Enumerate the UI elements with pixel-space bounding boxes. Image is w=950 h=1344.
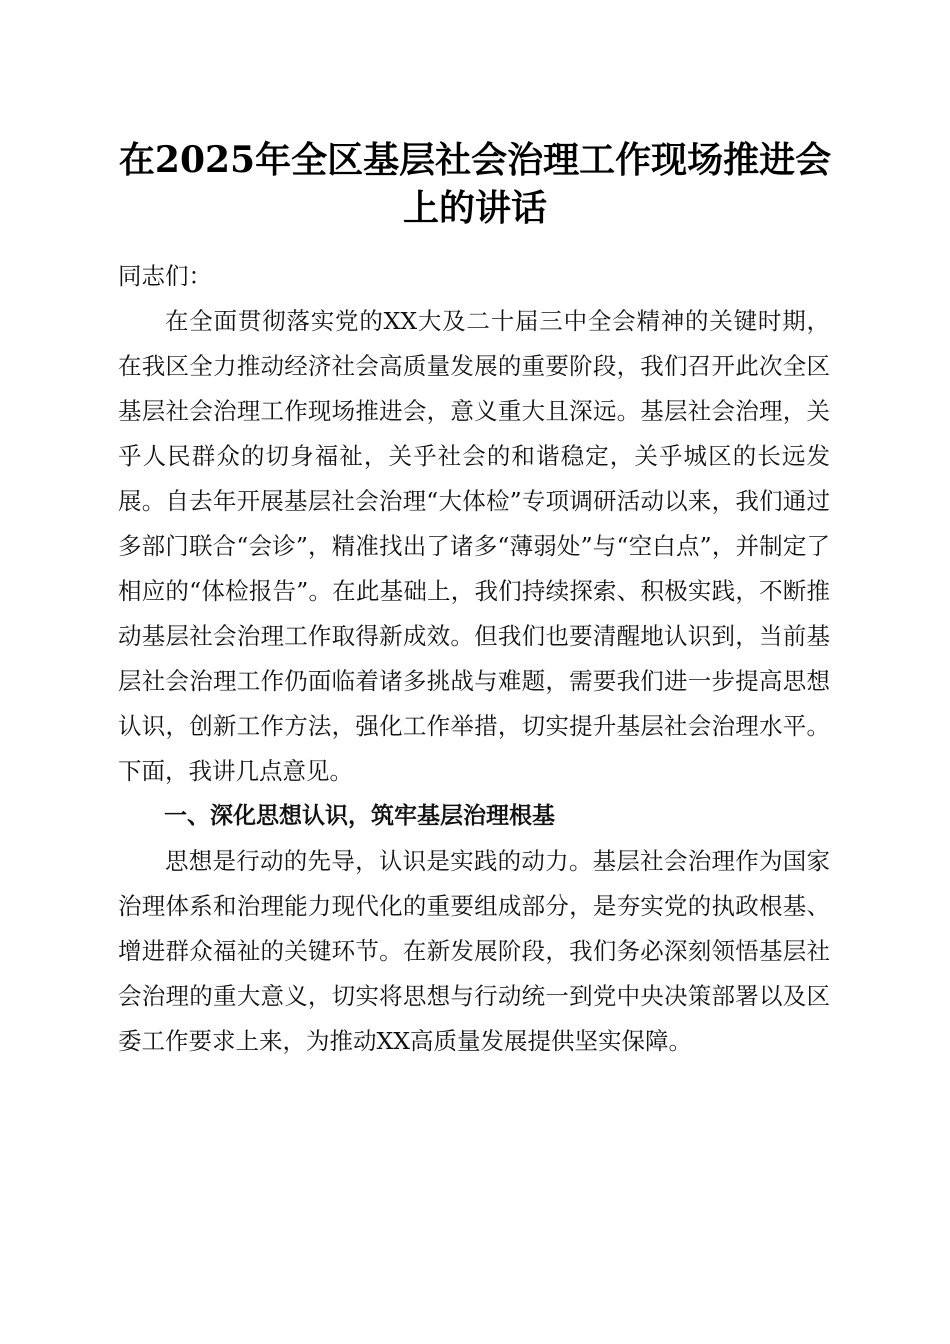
document-body — [118, 254, 830, 1064]
paragraph-intro: 在全面贯彻落实党的XX大及二十届三中全会精神的关键时期，在我区全力推动经济社会高质量发展的重要阶段，我们召开此次全区基层社会治理工作现场推进会，意义重大且深远。基层社会治理，关乎人民群众的切身福祉，关乎社会的和谐稳定，关乎城区的长远发展。自去年开展基层社会治理“大体检”专项调研活动以来，我们通过多部门联合“会诊”，精准找出了诸多“薄弱处”与“空白点”，并制定了相应的“体检报告”。在此基础上，我们持续探索、积极实践，不断推动基层社会治理工作取得新成效。但我们也要清醒地认识到，当前基层社会治理工作仍面临着诸多挑战与难题，需要我们进一步提高思想认识，创新工作方法，强化工作举措，切实提升基层社会治理水平。下面，我讲几点意见。 — [118, 307, 830, 785]
salutation: 同志们： — [118, 262, 212, 290]
document-title — [100, 136, 850, 232]
title-line-1: 在2025年全区基层社会治理工作现场推进会 — [118, 139, 832, 181]
paragraph-section-1: 思想是行动的先导，认识是实践的动力。基层社会治理作为国家治理体系和治理能力现代化的重要组成部分，是夯实党的执政根基、增进群众福祉的关键环节。在新发展阶段，我们务必深刻领悟基层社会治理的重大意义，切实将思想与行动统一到党中央决策部署以及区委工作要求上来，为推动XX高质量发展提供坚实保障。 — [118, 847, 830, 1055]
title-line-2: 上的讲话 — [402, 187, 547, 229]
section-heading-1: 一、深化思想认识，筑牢基层治理根基 — [164, 803, 555, 829]
